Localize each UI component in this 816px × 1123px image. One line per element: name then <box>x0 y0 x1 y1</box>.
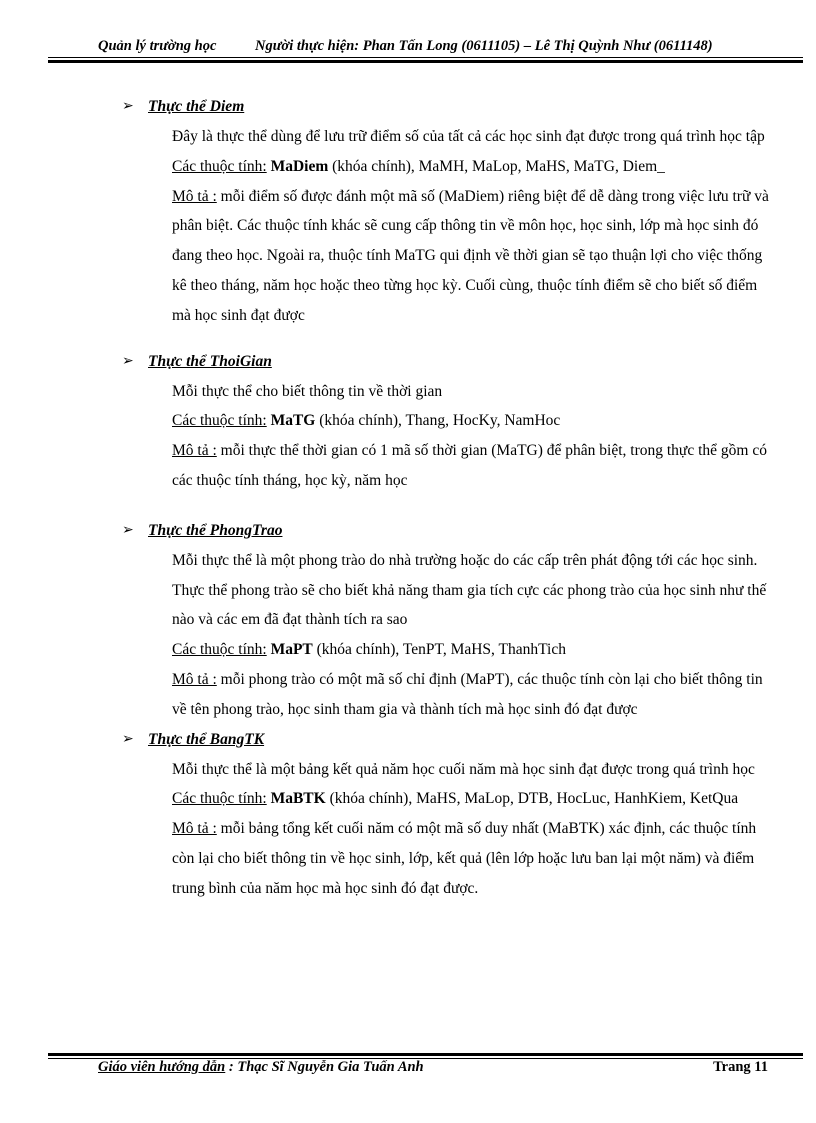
description-text: mỗi bảng tổng kết cuối năm có một mã số duy nhất (MaBTK) xác định, các thuộc tính còn lại cho biết thông tin về học sinh, lớp, kết quả (lên lớp hoặc lưu ban lại một năm) và điểm trung bình của năm học mà học sinh đó đạt được. <box>172 820 757 897</box>
section-heading <box>0 516 816 546</box>
arrow-bullet-icon: ➢ <box>122 353 134 369</box>
section-title: Thực thể BangTK <box>148 730 265 748</box>
section-thoigian <box>0 347 816 496</box>
section-body <box>0 377 772 496</box>
attributes-text: (khóa chính), MaHS, MaLop, DTB, HocLuc, HanhKiem, KetQua <box>325 790 739 808</box>
attributes-text: (khóa chính), Thang, HocKy, NamHoc <box>315 412 561 430</box>
attributes-label: Các thuộc tính: <box>172 157 267 175</box>
description-label: Mô tả : <box>172 442 217 460</box>
description-line <box>172 436 772 496</box>
attributes-line <box>172 406 772 436</box>
primary-key: MaPT <box>270 641 313 659</box>
footer-label: Giáo viên hướng dẫn <box>98 1059 226 1075</box>
description-label: Mô tả : <box>172 820 217 838</box>
section-heading <box>0 347 816 377</box>
document-body <box>0 92 816 904</box>
section-title: Thực thể Diem <box>148 98 245 115</box>
intro-text: Mỗi thực thể là một phong trào do nhà trường hoặc do các cấp trên phát động tới các học sinh. Thực thể phong trào sẽ cho biết khả năng tham gia tích cực các phong trào của học sinh như thế nào và các em đã đạt thành tích ra sao <box>172 551 767 629</box>
page-footer <box>98 1059 768 1076</box>
section-bangtk <box>0 725 816 904</box>
spacer <box>0 496 816 516</box>
intro-text: Mỗi thực thể là một bảng kết quả năm học cuối năm mà học sinh đạt được trong quá trình học <box>172 760 755 778</box>
attributes-text: (khóa chính), TenPT, MaHS, ThanhTich <box>312 641 566 659</box>
section-body <box>0 546 772 725</box>
description-label: Mô tả : <box>172 670 217 688</box>
attributes-label: Các thuộc tính: <box>172 412 267 430</box>
section-diem <box>0 92 816 331</box>
description-text: mỗi phong trào có một mã số chỉ định (MaPT), các thuộc tính còn lại cho biết thông tin về tên phong trào, học sinh tham gia và thành tích mà học sinh đó đạt được <box>172 670 763 718</box>
attributes-label: Các thuộc tính: <box>172 790 267 808</box>
intro-text: Đây là thực thể dùng để lưu trữ điểm số của tất cả các học sinh đạt được trong quá trình học tập <box>172 128 765 145</box>
intro-text: Mỗi thực thể cho biết thông tin về thời gian <box>172 382 443 400</box>
section-heading <box>0 92 816 122</box>
attributes-line <box>172 635 772 665</box>
attributes-line <box>172 784 772 814</box>
section-heading <box>0 725 816 755</box>
attributes-text: (khóa chính), MaMH, MaLop, MaHS, MaTG, Diem_ <box>328 157 665 175</box>
primary-key: MaTG <box>270 412 316 430</box>
attributes-line <box>172 152 772 182</box>
description-text: mỗi điểm số được đánh một mã số (MaDiem) riêng biệt để dễ dàng trong việc lưu trữ và phân biệt. Các thuộc tính khác sẽ cung cấp thông tin về môn học, học sinh, lớp mà học sinh đó đang theo học. Ngoài ra, thuộc tính MaTG qui định về thời gian sẽ tạo thuận lợi cho việc thống kê theo tháng, năm học hoặc theo từng học kỳ. Cuối cùng, thuộc tính điểm sẽ cho biết số điểm mà học sinh đạt được <box>172 187 769 324</box>
header-rule <box>48 57 803 63</box>
header-course: Quản lý trường học <box>98 38 217 54</box>
arrow-bullet-icon: ➢ <box>122 731 134 747</box>
primary-key: MaBTK <box>270 790 326 808</box>
arrow-bullet-icon: ➢ <box>122 522 134 538</box>
spacer <box>0 331 816 347</box>
section-title: Thực thể PhongTrao <box>148 521 283 539</box>
section-body <box>0 755 772 904</box>
page-number: Trang 11 <box>713 1059 768 1075</box>
description-line <box>172 814 772 903</box>
primary-key: MaDiem <box>270 157 329 175</box>
description-line <box>172 665 772 725</box>
description-text: mỗi thực thể thời gian có 1 mã số thời gian (MaTG) để phân biệt, trong thực thể gồm có các thuộc tính tháng, học kỳ, năm học <box>172 442 767 489</box>
attributes-label: Các thuộc tính: <box>172 641 267 659</box>
footer-separator: : <box>225 1059 238 1075</box>
section-title: Thực thể ThoiGian <box>148 352 272 370</box>
section-phongtrao <box>0 516 816 725</box>
description-label: Mô tả : <box>172 187 217 205</box>
header-authors: Người thực hiện: Phan Tấn Long (0611105) – Lê Thị Quỳnh Như (0611148) <box>255 38 713 54</box>
section-body <box>0 122 772 331</box>
description-line <box>172 182 772 331</box>
footer-teacher: Thạc Sĩ Nguyễn Gia Tuấn Anh <box>237 1059 424 1075</box>
arrow-bullet-icon: ➢ <box>122 99 134 114</box>
